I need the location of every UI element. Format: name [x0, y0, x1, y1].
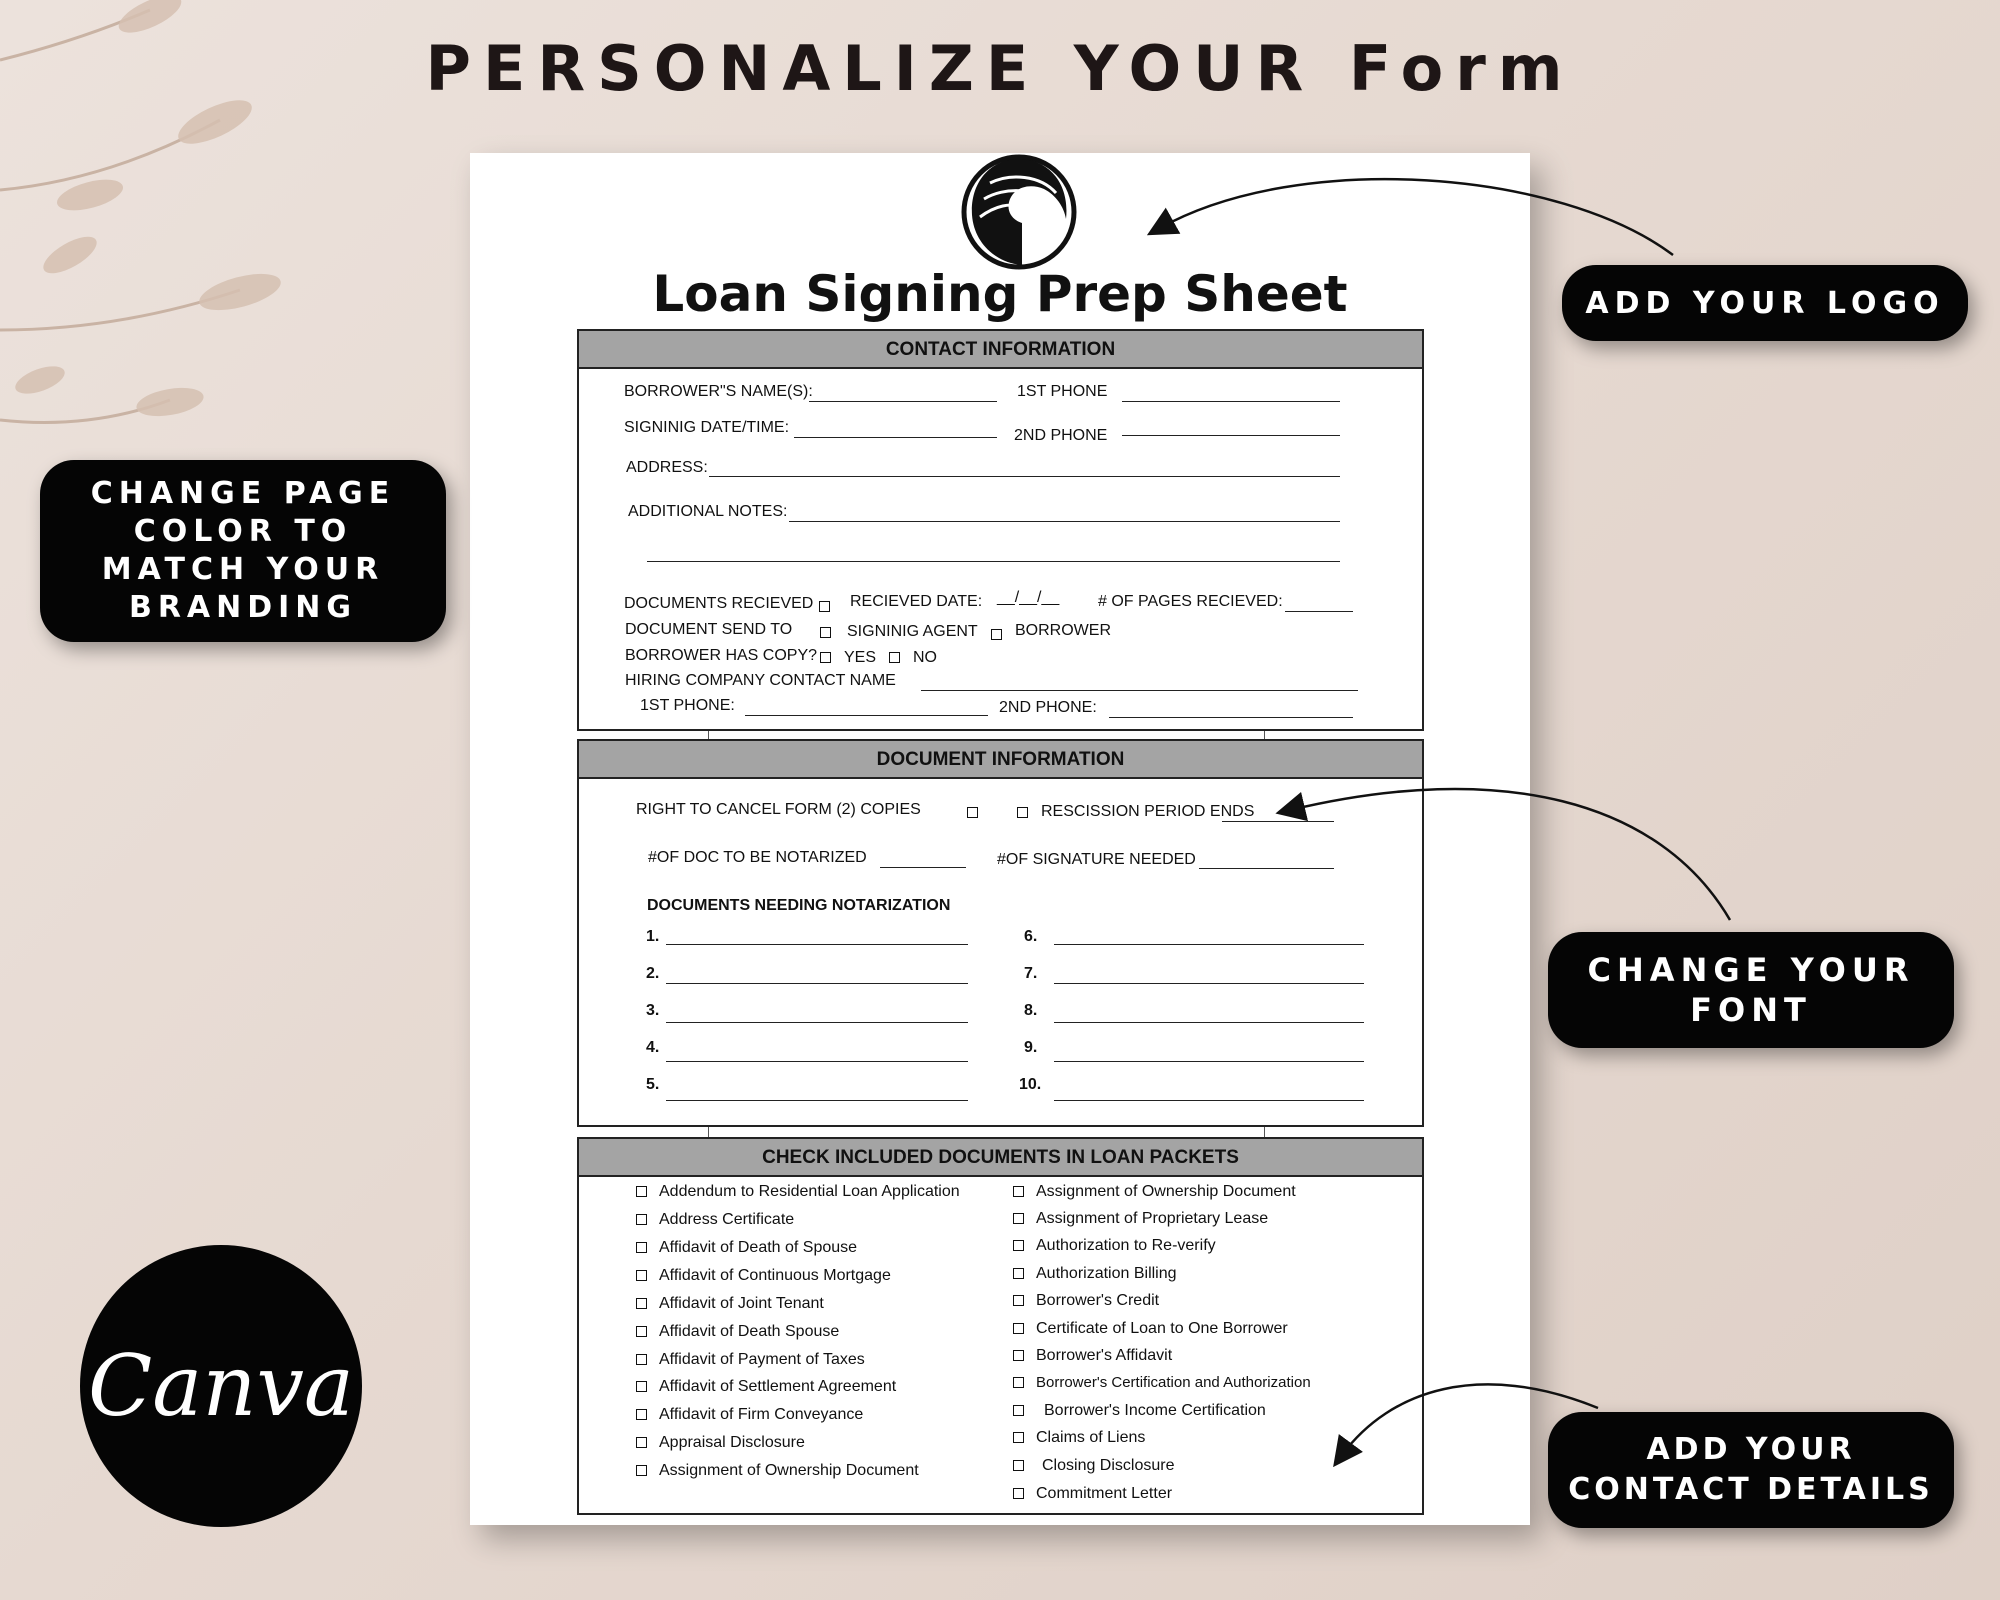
font-arrow	[1290, 789, 1730, 920]
packet-item-label: Assignment of Ownership Document	[659, 1462, 919, 1479]
packet-item-label: Authorization Billing	[1036, 1265, 1177, 1282]
packet-item-label: Affidavit of Joint Tenant	[659, 1295, 824, 1312]
change-font-callout	[1548, 932, 1954, 1048]
doc-number: 10.	[1019, 1076, 1042, 1093]
packet-item-label: Borrower's Certification and Authorization	[1036, 1374, 1311, 1391]
doc-number: 8.	[1024, 1002, 1038, 1019]
packet-item-label: Affidavit of Continuous Mortgage	[659, 1267, 891, 1284]
borrower-label: BORROWER	[1015, 622, 1111, 639]
right-to-cancel-label: RIGHT TO CANCEL FORM (2) COPIES	[636, 801, 921, 818]
address-label: ADDRESS:	[626, 459, 708, 476]
phone2-label: 2ND PHONE	[1014, 427, 1108, 444]
callout-line: MATCH YOUR	[101, 552, 385, 587]
num-signatures-label: #OF SIGNATURE NEEDED	[997, 851, 1196, 868]
packet-item-label: Addendum to Residential Loan Application	[659, 1183, 960, 1200]
packet-item-label: Borrower's Income Certification	[1044, 1402, 1266, 1419]
packet-item-label: Affidavit of Death of Spouse	[659, 1239, 858, 1256]
borrower-name-label: BORROWER"S NAME(S):	[624, 383, 813, 400]
yes-label: YES	[844, 649, 877, 666]
packet-item-label: Borrower's Credit	[1036, 1292, 1160, 1309]
add-logo-callout: ADD YOUR LOGO	[1562, 265, 1968, 341]
packet-item-label: Affidavit of Death Spouse	[659, 1323, 840, 1340]
packet-item-label: Commitment Letter	[1036, 1485, 1173, 1502]
packet-item-label: Claims of Liens	[1036, 1429, 1146, 1446]
packet-item-label: Certificate of Loan to One Borrower	[1036, 1320, 1288, 1337]
contact-information-header: CONTACT INFORMATION	[579, 331, 1422, 369]
document-title: Loan Signing Prep Sheet	[652, 265, 1348, 323]
received-date-label: RECIEVED DATE:	[850, 593, 983, 610]
doc-number: 5.	[646, 1076, 660, 1093]
packet-item-label: Appraisal Disclosure	[659, 1434, 805, 1451]
doc-number: 4.	[646, 1039, 660, 1056]
callout-line: CHANGE PAGE	[90, 476, 396, 511]
callout-line: CHANGE YOUR	[1587, 951, 1915, 989]
packet-item-label: Closing Disclosure	[1042, 1457, 1175, 1474]
packet-item-label: Authorization to Re-verify	[1036, 1237, 1216, 1254]
callout-line: COLOR TO	[133, 514, 353, 549]
send-to-label: DOCUMENT SEND TO	[625, 621, 793, 638]
doc-number: 2.	[646, 965, 660, 982]
pages-received-label: # OF PAGES RECIEVED:	[1098, 593, 1283, 610]
phone1-label: 1ST PHONE	[1017, 383, 1108, 400]
documents-received-label: DOCUMENTS RECIEVED	[624, 595, 814, 612]
callout-line: CONTACT DETAILS	[1568, 1472, 1934, 1507]
packet-item-label: Affidavit of Settlement Agreement	[659, 1378, 897, 1395]
headline: PERSONALIZE YOUR Form	[425, 32, 1575, 105]
signing-agent-label: SIGNINIG AGENT	[847, 623, 978, 640]
num-docs-label: #OF DOC TO BE NOTARIZED	[648, 849, 867, 866]
hiring-phone2-label: 2ND PHONE:	[999, 699, 1097, 716]
doc-number: 3.	[646, 1002, 660, 1019]
rescission-label: RESCISSION PERIOD ENDS	[1041, 803, 1255, 820]
hiring-company-label: HIRING COMPANY CONTACT NAME	[625, 672, 896, 689]
logo-arrow	[1160, 179, 1673, 255]
packet-item-label: Assignment of Ownership Document	[1036, 1183, 1296, 1200]
no-label: NO	[913, 649, 937, 666]
has-copy-label: BORROWER HAS COPY?	[625, 647, 818, 664]
document-information-header: DOCUMENT INFORMATION	[579, 741, 1422, 779]
loan-packet-header: CHECK INCLUDED DOCUMENTS IN LOAN PACKETS	[579, 1139, 1422, 1177]
packet-item-label: Affidavit of Firm Conveyance	[659, 1406, 864, 1423]
hiring-phone1-label: 1ST PHONE:	[640, 697, 735, 714]
canva-badge: Canva	[80, 1245, 362, 1527]
add-contact-callout	[1548, 1412, 1954, 1528]
doc-number: 1.	[646, 928, 660, 945]
doc-number: 6.	[1024, 928, 1038, 945]
packet-item-label: Assignment of Proprietary Lease	[1036, 1210, 1269, 1227]
signing-date-label: SIGNINIG DATE/TIME:	[624, 419, 790, 436]
callout-line: ADD YOUR	[1646, 1432, 1856, 1467]
doc-number: 9.	[1024, 1039, 1038, 1056]
notes-label: ADDITIONAL NOTES:	[628, 503, 788, 520]
change-page-color-callout	[40, 460, 446, 642]
received-date-slot[interactable]: __/__/__	[997, 589, 1060, 606]
callout-line: FONT	[1690, 991, 1812, 1029]
packet-item-label: Borrower's Affidavit	[1036, 1347, 1173, 1364]
packet-item-label: Affidavit of Payment of Taxes	[659, 1351, 865, 1368]
packet-item-label: Address Certificate	[659, 1211, 795, 1228]
doc-number: 7.	[1024, 965, 1038, 982]
callout-line: BRANDING	[128, 590, 358, 625]
documents-needing-title: DOCUMENTS NEEDING NOTARIZATION	[647, 897, 951, 914]
